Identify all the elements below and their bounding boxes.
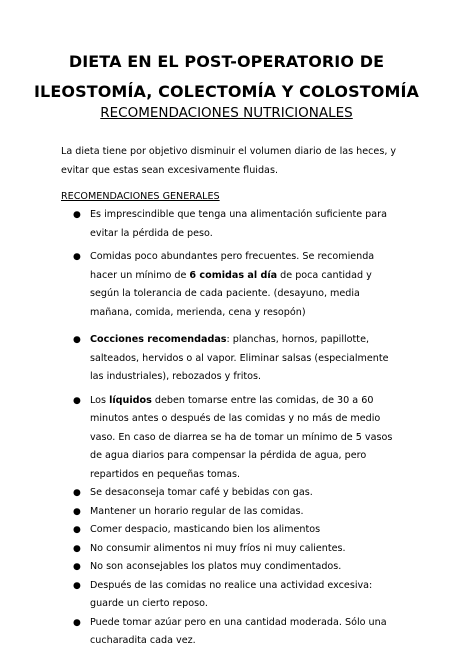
- bullet-icon: ●: [73, 506, 81, 517]
- item-text: No son aconsejables los platos muy condimentados.: [90, 561, 342, 572]
- list-item: [61, 392, 401, 485]
- item-text: : planchas, hornos, papillotte, salteados, hervidos o al vapor. Eliminar salsas (especialmente las industriales), rebozados y fritos.: [90, 334, 389, 382]
- list-item: [61, 558, 401, 577]
- bullet-icon: ●: [73, 395, 81, 406]
- item-text: Los: [90, 394, 110, 406]
- list-item: [61, 206, 401, 243]
- item-text: Después de las comidas no realice una actividad excesiva: guarde un cierto reposo.: [90, 579, 373, 609]
- bullet-icon: ●: [73, 617, 81, 628]
- item-text: Comidas poco abundantes pero frecuentes. Se recomienda hacer un mínimo de: [90, 251, 375, 281]
- intro-paragraph: La dieta tiene por objetivo disminuir el volumen diario de las heces, y evitar que estas sean excesivamente fluidas.: [61, 146, 397, 176]
- bullet-icon: ●: [73, 562, 81, 572]
- list-item: [61, 577, 401, 614]
- item-bold-text: líquidos: [109, 394, 152, 406]
- section-heading: RECOMENDACIONES GENERALES: [61, 191, 220, 202]
- item-text: Comer despacio, masticando bien los alimentos: [90, 524, 321, 535]
- list-item: [61, 521, 401, 540]
- document-subtitle: RECOMENDACIONES NUTRICIONALES: [100, 105, 353, 121]
- bullet-icon: ●: [73, 335, 81, 345]
- bullet-icon: ●: [73, 488, 81, 498]
- bullet-icon: ●: [73, 252, 81, 262]
- list-item: [61, 614, 401, 651]
- item-bold-text: 6 comidas al día: [189, 269, 278, 281]
- item-text: de poca cantidad y según la tolerancia de cada paciente. (desayuno, media mañana, comida, merienda, cena y resopón): [90, 269, 372, 318]
- item-text: Se desaconseja tomar café y bebidas con gas.: [90, 487, 313, 498]
- document-title-line-2: ILEOSTOMÍA, COLECTOMÍA Y COLOSTOMÍA: [34, 82, 419, 101]
- list-item: [61, 484, 401, 503]
- bullet-icon: ●: [73, 525, 81, 535]
- list-item: [61, 503, 401, 522]
- bullet-icon: ●: [73, 210, 81, 220]
- item-text: Puede tomar azúar pero en una cantidad moderada. Sólo una cucharadita cada vez.: [90, 616, 387, 646]
- item-text: Mantener un horario regular de las comidas.: [90, 505, 304, 517]
- bullet-icon: ●: [73, 543, 81, 554]
- document-title-line-1: DIETA EN EL POST-OPERATORIO DE: [68, 52, 385, 71]
- item-text: deben tomarse entre las comidas, de 30 a 60 minutos antes o después de las comidas y no más de medio vaso. En caso de diarrea se ha de tomar un mínimo de 5 vasos de agua diarios para compensar la pérdida de agua, pero repartidos en pequeñas tomas.: [90, 394, 393, 480]
- recommendations-list: [61, 206, 401, 651]
- list-item: [61, 331, 401, 387]
- list-item: [61, 248, 401, 322]
- list-item: [61, 540, 401, 559]
- item-bold-text: Cocciones recomendadas: [90, 334, 227, 345]
- item-text: Es imprescindible que tenga una alimentación suficiente para evitar la pérdida de peso.: [90, 209, 387, 239]
- bullet-icon: ●: [73, 580, 81, 591]
- item-text: No consumir alimentos ni muy fríos ni muy calientes.: [90, 542, 346, 554]
